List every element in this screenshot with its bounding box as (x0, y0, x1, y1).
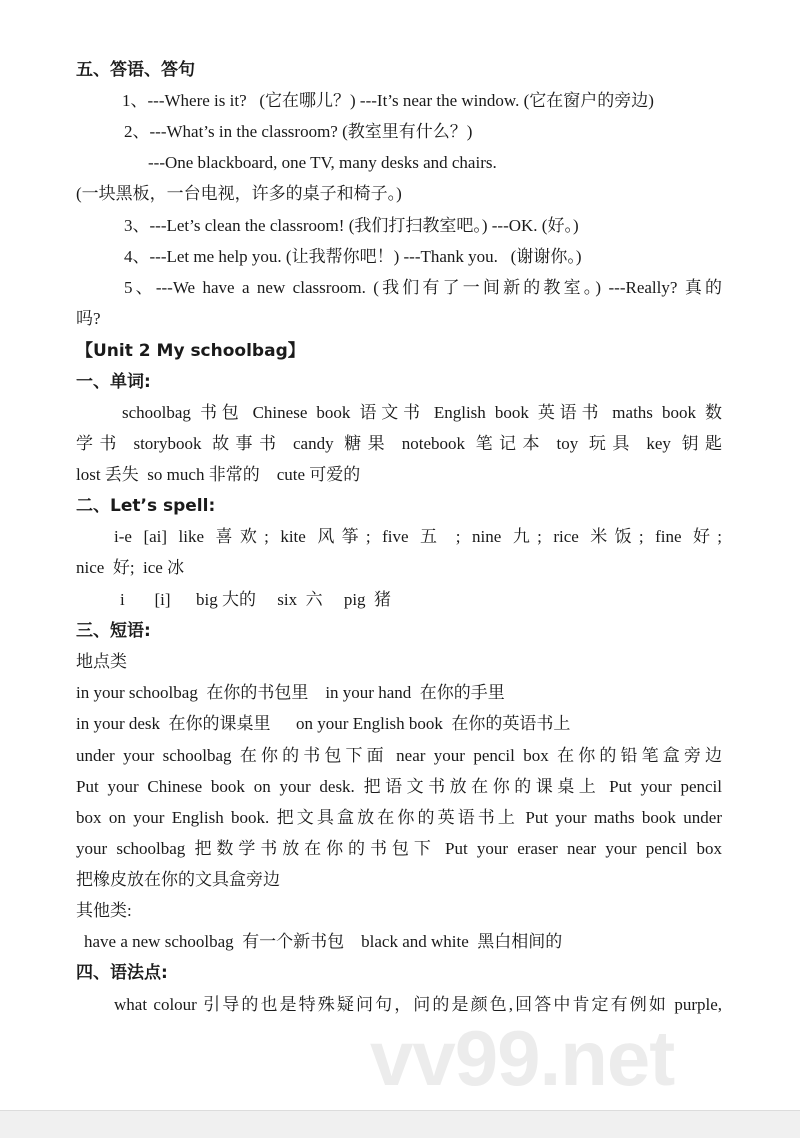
dialogue-line: ---One blackboard, one TV, many desks and chairs. (148, 153, 497, 172)
section-4-heading: 四、语法点: (76, 963, 168, 983)
spell-line: nice 好; ice 冰 (76, 558, 185, 577)
vocab-line: schoolbag 书包 Chinese book 语文书 English book 英语书 maths book 数 (122, 403, 722, 422)
dialogue-line: 吗? (76, 309, 101, 328)
section-3-heading: 三、短语: (76, 621, 151, 641)
spell-line: i-e [ai] like 喜欢; kite 风筝; five 五 ; nine 九; rice 米饭; fine 好; (114, 527, 722, 546)
watermark: vv99.net (370, 1014, 675, 1102)
phrase-line: in your desk 在你的课桌里 on your English book 在你的英语书上 (76, 714, 571, 733)
phrase-line: 地点类 (76, 652, 127, 671)
phrase-line: have a new schoolbag 有一个新书包 black and white 黑白相间的 (84, 932, 563, 951)
dialogue-line: (一块黑板，一台电视，许多的桌子和椅子。) (76, 184, 402, 203)
phrase-line: your schoolbag 把数学书放在你的书包下 Put your eraser near your pencil box (76, 839, 722, 858)
phrase-line: in your schoolbag 在你的书包里 in your hand 在你的手里 (76, 683, 505, 702)
dialogue-line: 1、---Where is it? (它在哪儿？) ---It’s near the window. (它在窗户的旁边) (122, 91, 654, 110)
dialogue-line: 2、---What’s in the classroom? (教室里有什么？) (124, 122, 473, 141)
phrase-line: 其他类: (76, 901, 132, 920)
dialogue-line: 3、---Let’s clean the classroom! (我们打扫教室吧。) ---OK. (好。) (124, 216, 579, 235)
phrase-line: Put your Chinese book on your desk. 把语文书放在你的课桌上 Put your pencil (76, 777, 722, 796)
section-1-heading: 一、单词: (76, 372, 151, 392)
phrase-line: 把橡皮放在你的文具盒旁边 (76, 870, 280, 889)
page-bottom-bar (0, 1110, 800, 1138)
dialogue-line: 4、---Let me help you. (让我帮你吧！) ---Thank you. (谢谢你。) (124, 247, 582, 266)
phrase-line: under your schoolbag 在你的书包下面 near your pencil box 在你的铅笔盒旁边 (76, 746, 722, 765)
section-2-heading: 二、Let’s spell: (76, 496, 216, 516)
vocab-line: 学书 storybook 故事书 candy 糖果 notebook 笔记本 toy 玩具 key 钥匙 (76, 434, 722, 453)
phrase-line: box on your English book. 把文具盒放在你的英语书上 Put your maths book under (76, 808, 722, 827)
section-5-heading: 五、答语、答句 (76, 60, 195, 80)
vocab-line: lost 丢失 so much 非常的 cute 可爱的 (76, 465, 361, 484)
grammar-line: what colour 引导的也是特殊疑问句，问的是颜色,回答中肯定有例如 purple, (114, 995, 722, 1014)
spell-line: i [i] big 大的 six 六 pig 猪 (120, 590, 392, 609)
unit-title: 【Unit 2 My schoolbag】 (76, 341, 305, 361)
dialogue-line: 5、---We have a new classroom. (我们有了一间新的教室。) ---Really? 真的 (124, 278, 722, 297)
